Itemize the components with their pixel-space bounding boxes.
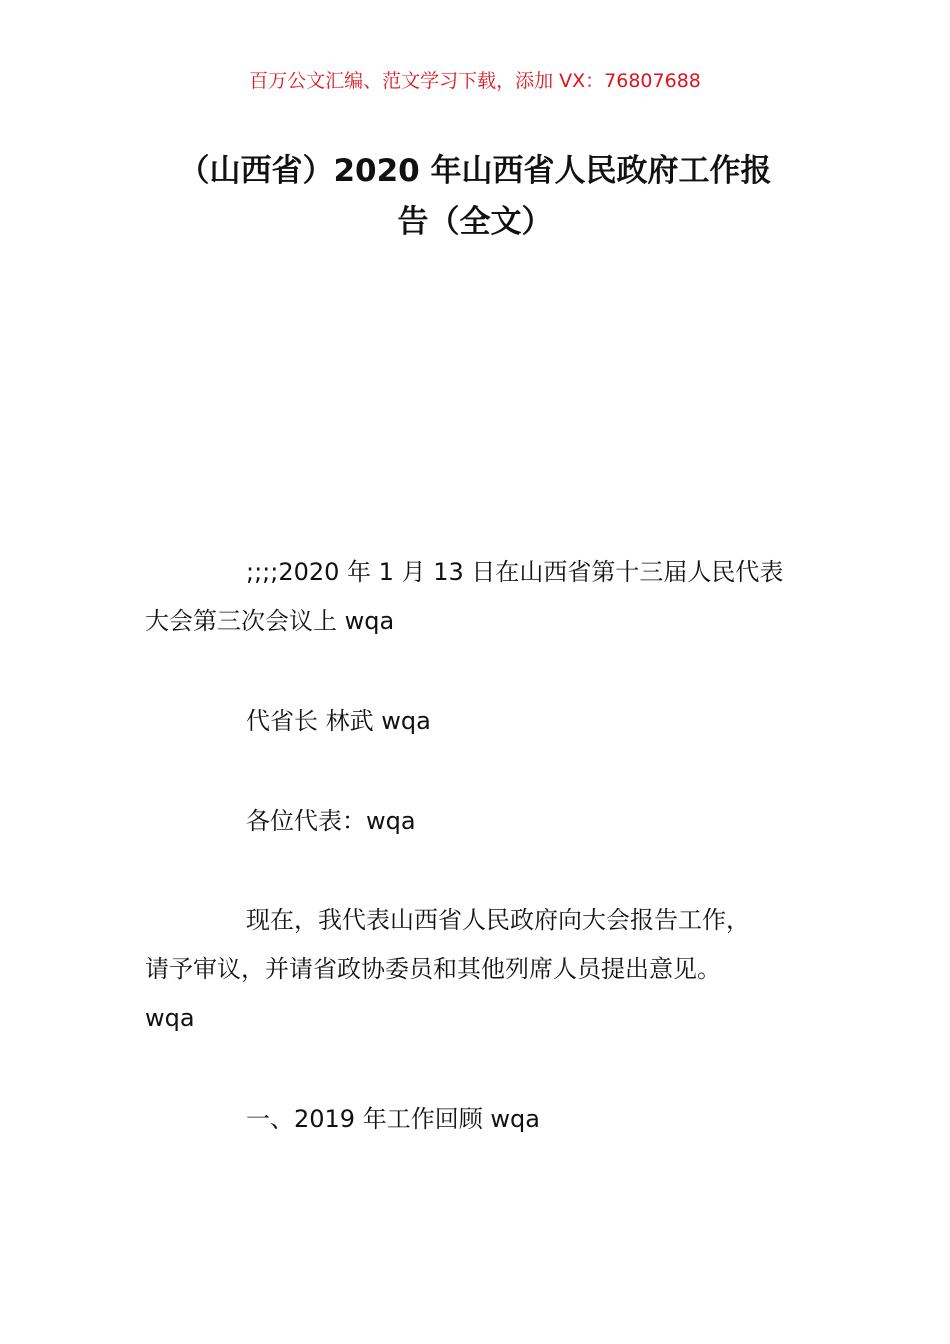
paragraph-intro <box>145 896 810 1043</box>
document-title <box>145 146 805 248</box>
document-title-line-1: （山西省）2020 年山西省人民政府工作报 <box>178 153 772 189</box>
paragraph-line: 现在，我代表山西省人民政府向大会报告工作， <box>246 906 750 934</box>
paragraph-salutation <box>145 797 810 846</box>
paragraph-line: 请予审议，并请省政协委员和其他列席人员提出意见。 <box>145 955 721 983</box>
section-heading-text: 一、2019 年工作回顾 wqa <box>246 1105 540 1133</box>
paragraph-meeting-info <box>145 548 810 646</box>
paragraph-line: 大会第三次会议上 wqa <box>145 607 395 635</box>
section-heading <box>145 1095 810 1144</box>
paragraph-line: 代省长 林武 wqa <box>246 707 431 735</box>
header-promo-note: 百万公文汇编、范文学习下载，添加 VX：76807688 <box>249 70 701 92</box>
paragraph-line: 各位代表：wqa <box>246 807 416 835</box>
paragraph-line: wqa <box>145 1004 195 1032</box>
document-title-line-2: 告（全文） <box>397 204 553 240</box>
paragraph-speaker <box>145 697 810 746</box>
paragraph-line: ;;;;2020 年 1 月 13 日在山西省第十三届人民代表 <box>246 558 784 586</box>
